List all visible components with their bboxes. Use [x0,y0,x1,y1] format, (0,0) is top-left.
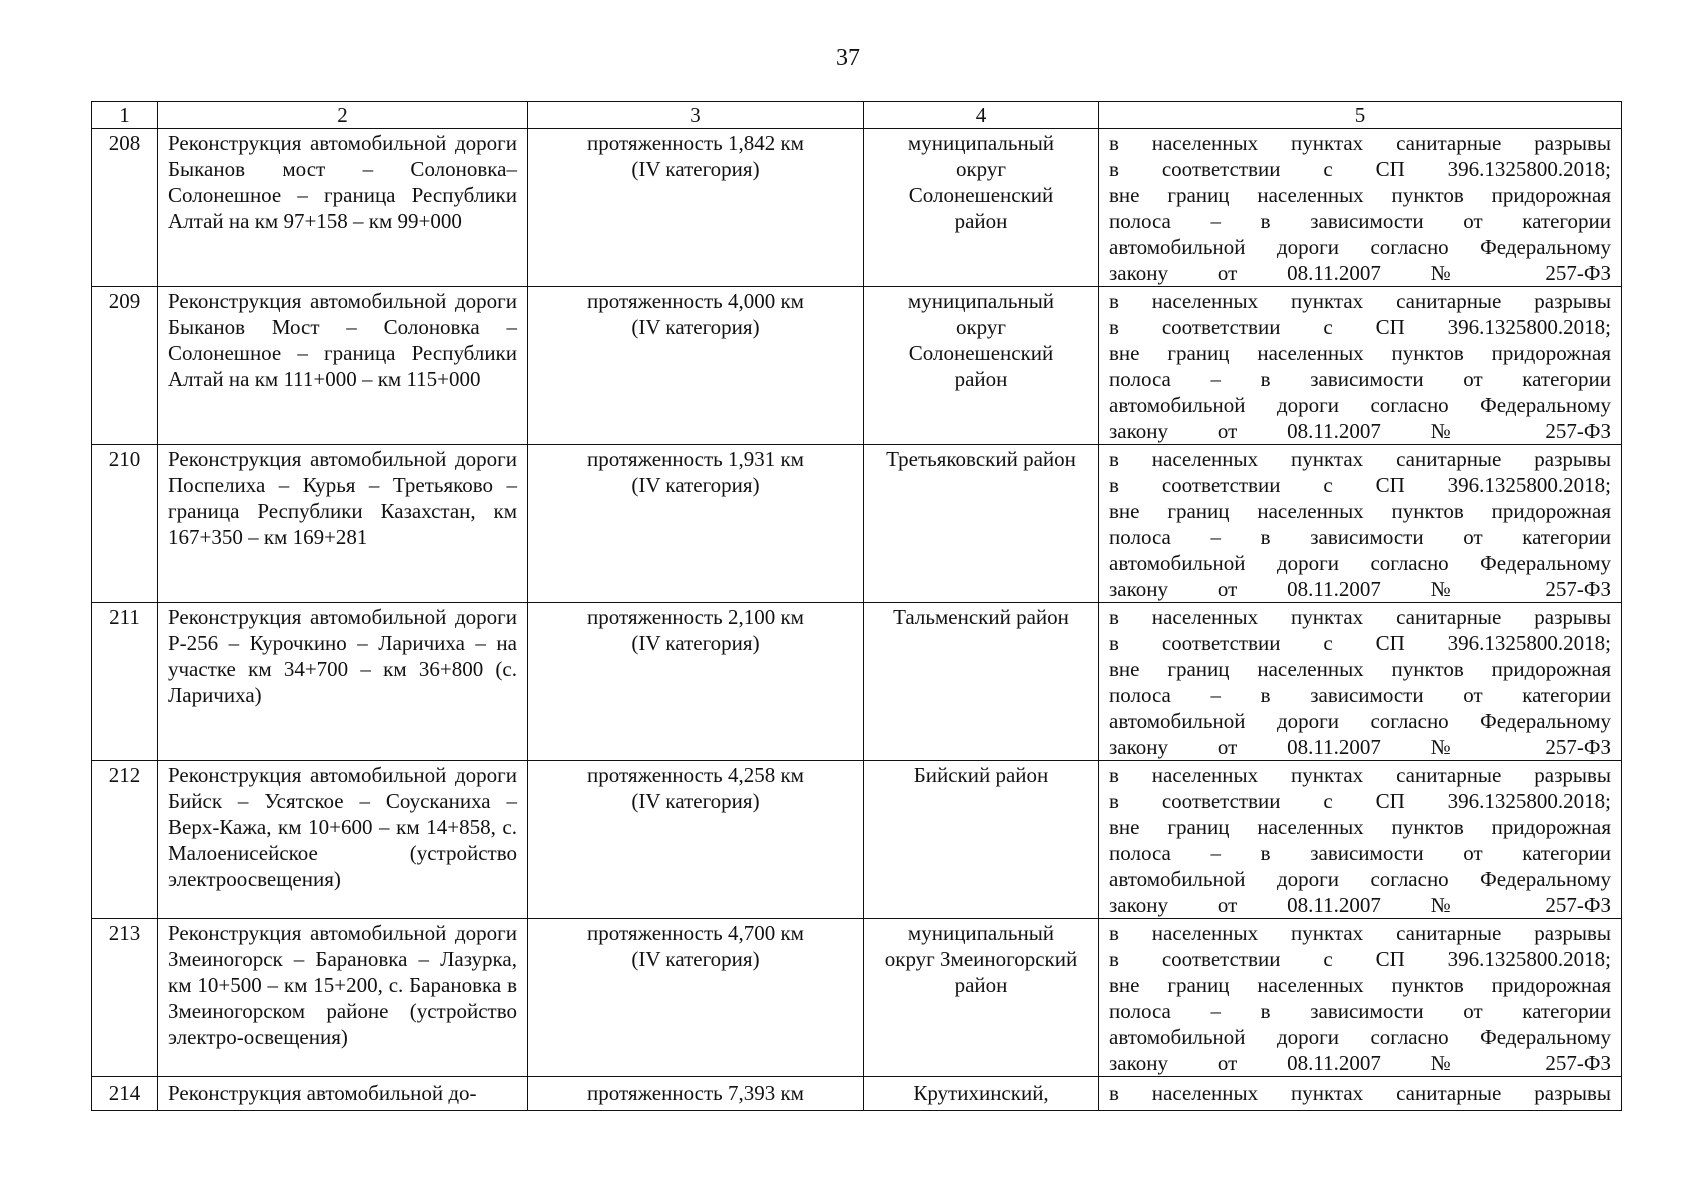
header-col-3: 3 [528,102,864,129]
parameter-line: (IV категория) [631,157,760,181]
row-number: 210 [92,445,158,603]
page-number: 37 [836,45,860,71]
location-line: муниципальный [907,289,1055,313]
location-line: Бийский район [913,763,1049,787]
object-name: Реконструкция автомобильной дороги Бийск – Усятское – Соусканиха – Верх-Кажа, км 10+600 – км 14+858, с. Малоенисейское (устройство электроосвещения) [158,761,528,919]
object-name: Реконструкция автомобильной до- [158,1077,528,1111]
zone-line: закону от 08.11.2007 № 257-ФЗ [1109,261,1611,285]
object-parameters [528,129,864,287]
zone-line: полоса – в зависимости от категории [1109,525,1611,549]
zone-description [1099,129,1622,287]
location-line: округ Змеиногорский [884,947,1078,971]
zone-line: в населенных пунктах санитарные разрывы [1109,289,1611,313]
object-parameters [528,1077,864,1111]
zone-line: полоса – в зависимости от категории [1109,999,1611,1023]
table-body [92,129,1622,1111]
parameter-line: протяженность 2,100 км [587,605,804,629]
header-col-2: 2 [158,102,528,129]
location-line: район [954,367,1008,391]
object-parameters [528,761,864,919]
zone-line: в населенных пунктах санитарные разрывы [1109,605,1611,629]
zone-line: вне границ населенных пунктов придорожная [1109,657,1611,681]
location-line: округ [955,157,1007,181]
location-line: Солонешенский [908,341,1054,365]
table-row [92,287,1622,445]
zone-description [1099,761,1622,919]
parameter-line: (IV категория) [631,473,760,497]
location-line: Крутихинский, [913,1081,1049,1105]
location-line: район [954,973,1008,997]
zone-line: полоса – в зависимости от категории [1109,841,1611,865]
object-name: Реконструкция автомобильной дороги Змеиногорск – Барановка – Лазурка, км 10+500 – км 15+200, с. Барановка в Змеиногорском районе (устройство электро-освещения) [158,919,528,1077]
parameter-line: (IV категория) [631,789,760,813]
zone-line: в соответствии с СП 396.1325800.2018; [1109,789,1611,813]
zone-line: автомобильной дороги согласно Федеральному [1109,235,1611,259]
row-number: 213 [92,919,158,1077]
location-line: Третьяковский район [886,447,1076,471]
object-location [864,287,1099,445]
location-line: район [954,209,1008,233]
location-line: муниципальный [907,921,1055,945]
object-name: Реконструкция автомобильной дороги Поспелиха – Курья – Третьяково – граница Республики Казахстан, км 167+350 – км 169+281 [158,445,528,603]
zone-line: автомобильной дороги согласно Федеральному [1109,1025,1611,1049]
zone-description [1099,287,1622,445]
table-row [92,129,1622,287]
object-location [864,445,1099,603]
row-number: 208 [92,129,158,287]
parameter-line: протяженность 7,393 км [587,1081,804,1105]
zone-line: в соответствии с СП 396.1325800.2018; [1109,631,1611,655]
zone-line: вне границ населенных пунктов придорожная [1109,341,1611,365]
header-col-5: 5 [1099,102,1622,129]
zone-line: закону от 08.11.2007 № 257-ФЗ [1109,577,1611,601]
object-name: Реконструкция автомобильной дороги Р-256 – Курочкино – Ларичиха – на участке км 34+700 – км 36+800 (с. Ларичиха) [158,603,528,761]
zone-line: закону от 08.11.2007 № 257-ФЗ [1109,419,1611,443]
header-col-1: 1 [92,102,158,129]
zone-line: вне границ населенных пунктов придорожная [1109,973,1611,997]
zone-line: в населенных пунктах санитарные разрывы [1109,1081,1611,1105]
table-row [92,1077,1622,1111]
projects-table [91,101,1622,1111]
object-parameters [528,919,864,1077]
zone-line: в населенных пунктах санитарные разрывы [1109,763,1611,787]
object-parameters [528,287,864,445]
location-line: Солонешенский [908,183,1054,207]
object-location [864,129,1099,287]
zone-line: закону от 08.11.2007 № 257-ФЗ [1109,893,1611,917]
object-name: Реконструкция автомобильной дороги Быканов мост – Солоновка– Солонешное – граница Республики Алтай на км 97+158 – км 99+000 [158,129,528,287]
zone-line: в соответствии с СП 396.1325800.2018; [1109,473,1611,497]
header-row [92,102,1622,129]
row-number: 214 [92,1077,158,1111]
zone-line: закону от 08.11.2007 № 257-ФЗ [1109,1051,1611,1075]
zone-line: полоса – в зависимости от категории [1109,209,1611,233]
zone-line: в соответствии с СП 396.1325800.2018; [1109,315,1611,339]
parameter-line: (IV категория) [631,315,760,339]
row-number: 211 [92,603,158,761]
location-line: муниципальный [907,131,1055,155]
zone-line: вне границ населенных пунктов придорожная [1109,183,1611,207]
zone-line: вне границ населенных пунктов придорожная [1109,499,1611,523]
zone-line: полоса – в зависимости от категории [1109,367,1611,391]
table-row [92,761,1622,919]
header-col-4: 4 [864,102,1099,129]
parameter-line: (IV категория) [631,947,760,971]
zone-description [1099,445,1622,603]
zone-line: автомобильной дороги согласно Федеральному [1109,393,1611,417]
parameter-line: протяженность 1,931 км [587,447,804,471]
location-line: округ [955,315,1007,339]
zone-line: в населенных пунктах санитарные разрывы [1109,131,1611,155]
parameter-line: протяженность 4,000 км [587,289,804,313]
parameter-line: (IV категория) [631,631,760,655]
zone-line: автомобильной дороги согласно Федеральному [1109,709,1611,733]
zone-line: автомобильной дороги согласно Федеральному [1109,867,1611,891]
table-row [92,445,1622,603]
zone-line: полоса – в зависимости от категории [1109,683,1611,707]
zone-line: вне границ населенных пунктов придорожная [1109,815,1611,839]
row-number: 212 [92,761,158,919]
zone-line: в соответствии с СП 396.1325800.2018; [1109,157,1611,181]
object-name: Реконструкция автомобильной дороги Быканов Мост – Солоновка – Солонешное – граница Республики Алтай на км 111+000 – км 115+000 [158,287,528,445]
object-parameters [528,603,864,761]
zone-line: в соответствии с СП 396.1325800.2018; [1109,947,1611,971]
zone-description [1099,1077,1622,1111]
parameter-line: протяженность 1,842 км [587,131,804,155]
object-location [864,1077,1099,1111]
zone-description [1099,919,1622,1077]
parameter-line: протяженность 4,700 км [587,921,804,945]
table-row [92,603,1622,761]
object-location [864,603,1099,761]
object-location [864,919,1099,1077]
table-row [92,919,1622,1077]
parameter-line: протяженность 4,258 км [587,763,804,787]
zone-line: автомобильной дороги согласно Федеральному [1109,551,1611,575]
object-location [864,761,1099,919]
zone-line: закону от 08.11.2007 № 257-ФЗ [1109,735,1611,759]
location-line: Тальменский район [893,605,1069,629]
zone-description [1099,603,1622,761]
zone-line: в населенных пунктах санитарные разрывы [1109,921,1611,945]
zone-line: в населенных пунктах санитарные разрывы [1109,447,1611,471]
row-number: 209 [92,287,158,445]
object-parameters [528,445,864,603]
